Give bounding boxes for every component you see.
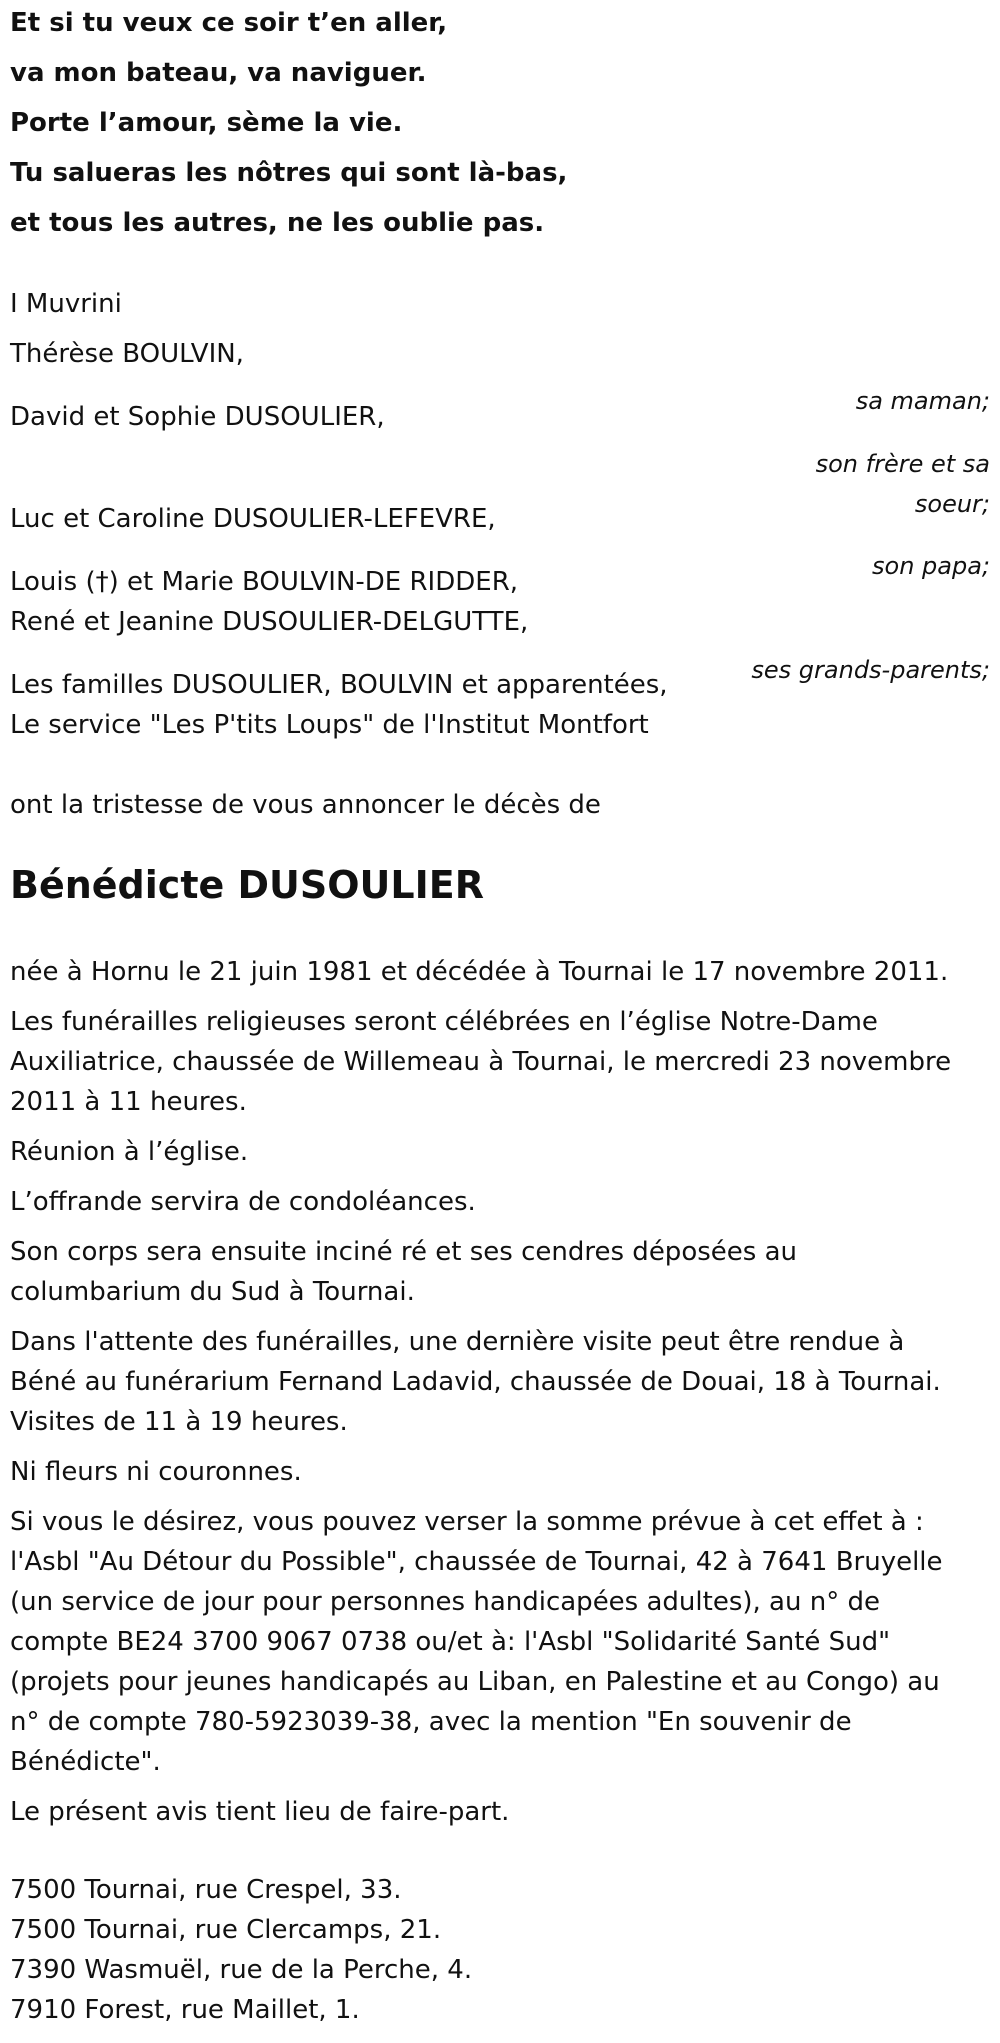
- family-name: Thérèse BOULVIN,: [10, 339, 244, 369]
- detail-line: Son corps sera ensuite inciné ré et ses cendres déposées au: [10, 1237, 797, 1267]
- poem-line: Et si tu veux ce soir t’en aller,: [10, 8, 448, 38]
- detail-line: née à Hornu le 21 juin 1981 et décédée à Tournai le 17 novembre 2011.: [10, 957, 949, 987]
- family-name: Le service "Les P'tits Loups" de l'Institut Montfort: [10, 710, 649, 740]
- family-relation: son frère et sa: [815, 450, 990, 478]
- poem-author: I Muvrini: [10, 289, 122, 319]
- detail-line: (projets pour jeunes handicapés au Liban, en Palestine et au Congo) au: [10, 1667, 940, 1697]
- address-line: 7390 Wasmuël, rue de la Perche, 4.: [10, 1955, 473, 1985]
- detail-line: Réunion à l’église.: [10, 1137, 249, 1167]
- detail-line: Les funérailles religieuses seront célébrées en l’église Notre-Dame: [10, 1007, 878, 1037]
- detail-line: (un service de jour pour personnes handicapées adultes), au n° de: [10, 1587, 880, 1617]
- announcement: ont la tristesse de vous annoncer le décès de: [10, 790, 601, 820]
- detail-line: n° de compte 780-5923039-38, avec la mention "En souvenir de: [10, 1707, 852, 1737]
- family-relation: ses grands-parents;: [751, 656, 990, 684]
- detail-line: L’offrande servira de condoléances.: [10, 1187, 476, 1217]
- detail-line: Le présent avis tient lieu de faire-part.: [10, 1797, 510, 1827]
- poem-line: et tous les autres, ne les oublie pas.: [10, 208, 545, 238]
- detail-line: Visites de 11 à 19 heures.: [10, 1407, 348, 1437]
- detail-line: Ni fleurs ni couronnes.: [10, 1457, 302, 1487]
- detail-line: columbarium du Sud à Tournai.: [10, 1277, 415, 1307]
- detail-line: Bénédicte".: [10, 1747, 161, 1777]
- detail-line: compte BE24 3700 9067 0738 ou/et à: l'Asbl "Solidarité Santé Sud": [10, 1627, 891, 1657]
- detail-line: Auxiliatrice, chaussée de Willemeau à Tournai, le mercredi 23 novembre: [10, 1047, 952, 1077]
- family-relation: soeur;: [914, 490, 990, 518]
- family-name: David et Sophie DUSOULIER,: [10, 402, 385, 432]
- family-name: Luc et Caroline DUSOULIER-LEFEVRE,: [10, 504, 496, 534]
- detail-line: Béné au funérarium Fernand Ladavid, chaussée de Douai, 18 à Tournai.: [10, 1367, 941, 1397]
- poem-line: va mon bateau, va naviguer.: [10, 58, 427, 88]
- poem-line: Porte l’amour, sème la vie.: [10, 108, 403, 138]
- detail-line: Si vous le désirez, vous pouvez verser la somme prévue à cet effet à :: [10, 1507, 924, 1537]
- family-name: René et Jeanine DUSOULIER-DELGUTTE,: [10, 607, 529, 637]
- family-relation: sa maman;: [855, 387, 990, 415]
- detail-line: l'Asbl "Au Détour du Possible", chaussée de Tournai, 42 à 7641 Bruyelle: [10, 1547, 943, 1577]
- detail-line: 2011 à 11 heures.: [10, 1087, 247, 1117]
- address-line: 7910 Forest, rue Maillet, 1.: [10, 1995, 360, 2025]
- family-name: Louis (†) et Marie BOULVIN-DE RIDDER,: [10, 567, 519, 597]
- family-relation: son papa;: [872, 552, 990, 580]
- family-name: Les familles DUSOULIER, BOULVIN et apparentées,: [10, 670, 668, 700]
- detail-line: Dans l'attente des funérailles, une dernière visite peut être rendue à: [10, 1327, 905, 1357]
- address-line: 7500 Tournai, rue Clercamps, 21.: [10, 1915, 442, 1945]
- address-line: 7500 Tournai, rue Crespel, 33.: [10, 1875, 402, 1905]
- deceased-name: Bénédicte DUSOULIER: [10, 863, 484, 907]
- poem-line: Tu salueras les nôtres qui sont là-bas,: [10, 158, 568, 188]
